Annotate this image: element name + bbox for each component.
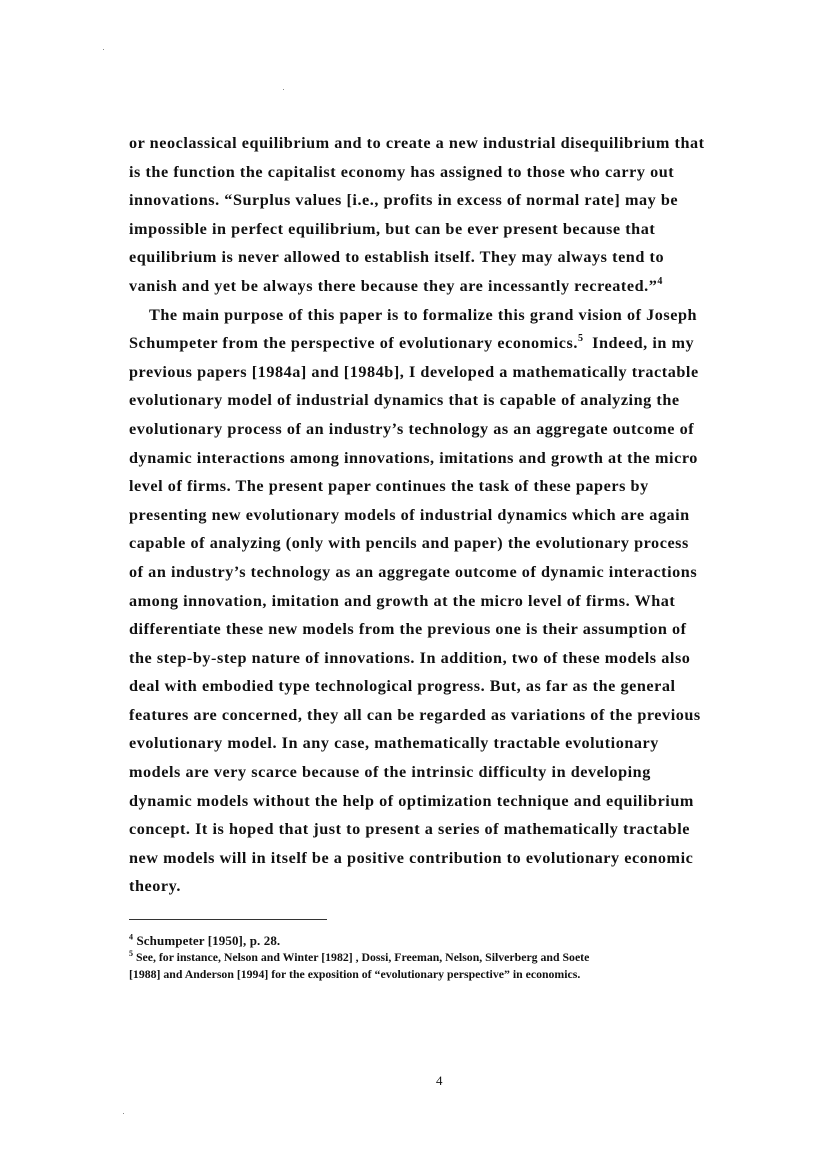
footnote-4 [129,932,749,949]
text-fragment: Indeed, in my [582,334,695,353]
text-line: or neoclassical equilibrium and to create a new industrial disequilibrium that [129,134,705,152]
body-text [129,129,769,901]
text-line: capable of analyzing (only with pencils and paper) the evolutionary process [129,534,689,553]
text-line: previous papers [1984a] and [1984b], I developed a mathematically tractable [129,362,699,381]
text-line: is the function the capitalist economy has assigned to those who carry out [129,162,675,181]
scan-speck [103,49,104,50]
text-fragment: Schumpeter from the perspective of evolutionary economics. [129,334,578,353]
text-line: of an industry’s technology as an aggregate outcome of dynamic interactions [129,562,698,581]
text-line: evolutionary model of industrial dynamics that is capable of analyzing the [129,391,680,410]
text-line-with-footnote [129,272,769,301]
text-line: innovations. “Surplus values [i.e., profits in excess of normal rate] may be [129,191,679,210]
text-line: new models will in itself be a positive contribution to evolutionary economic [129,848,694,867]
text-line: evolutionary model. In any case, mathematically tractable evolutionary [129,734,659,753]
text-line: deal with embodied type technological progress. But, as far as the general [129,677,676,696]
text-line: differentiate these new models from the previous one is their assumption of [129,620,687,639]
scan-speck [123,1113,124,1114]
paragraph-2 [129,301,769,901]
text-line: evolutionary process of an industry’s technology as an aggregate outcome of [129,419,695,438]
text-line: among innovation, imitation and growth at the micro level of firms. What [129,591,676,610]
text-line: theory. [129,877,181,896]
text-line: features are concerned, they all can be regarded as variations of the previous [129,705,701,724]
footnote-marker: 5 [129,949,133,959]
footnote-divider [129,919,327,920]
footnote-5-continuation [129,966,749,983]
footnote-5 [129,949,749,966]
text-line: dynamic models without the help of optimization technique and equilibrium [129,791,694,810]
scan-speck [283,89,284,90]
text-line: equilibrium is never allowed to establish itself. They may always tend to [129,248,665,267]
text-line: level of firms. The present paper continues the task of these papers by [129,477,649,496]
footnote-marker: 4 [129,932,134,942]
text-line: dynamic interactions among innovations, imitations and growth at the micro [129,448,698,467]
text-line: the step-by-step nature of innovations. In addition, two of these models also [129,648,691,667]
footnote-text: See, for instance, Nelson and Winter [1982] , Dossi, Freeman, Nelson, Silverberg and Soete [133,950,590,964]
text-line: presenting new evolutionary models of industrial dynamics which are again [129,505,690,524]
footnotes [129,932,749,983]
footnote-text: Schumpeter [1950], p. 28. [133,933,281,948]
paragraph-1 [129,129,769,301]
text-fragment: vanish and yet be always there because they are incessantly recreated.” [129,276,658,295]
footnote-text: [1988] and Anderson [1994] for the exposition of “evolutionary perspective” in economics. [129,967,581,981]
text-line: The main purpose of this paper is to formalize this grand vision of Joseph [149,305,698,324]
text-line-with-footnote [129,329,769,358]
footnote-ref-4: 4 [657,275,663,287]
text-line: models are very scarce because of the intrinsic difficulty in developing [129,763,651,782]
page-number: 4 [436,1073,443,1088]
footnote-ref-5: 5 [577,332,583,344]
text-line: impossible in perfect equilibrium, but can be ever present because that [129,219,656,238]
text-line: concept. It is hoped that just to present a series of mathematically tractable [129,820,690,839]
